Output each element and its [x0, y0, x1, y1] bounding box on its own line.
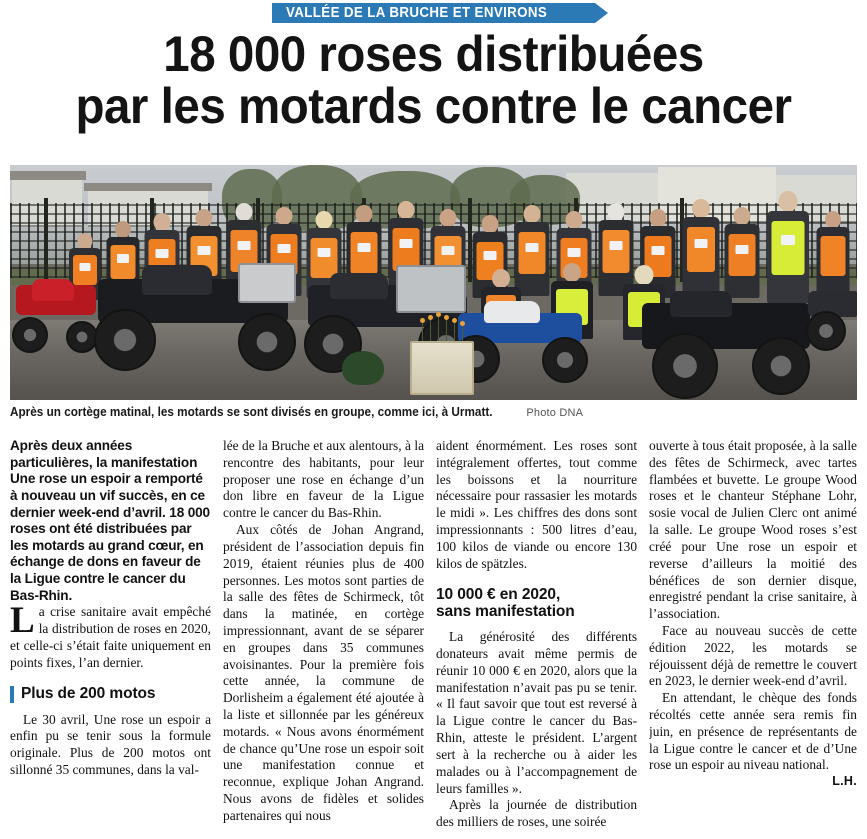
motorcycle [806, 279, 857, 355]
article-column-3 [436, 438, 637, 836]
article-paragraph: En attendant, le chèque des fonds récoltés cette année sera remis fin juin, en présence de représentants de la Ligue contre le cancer et de d’Une rose un espoir au niveau national. [649, 690, 857, 773]
article-paragraph: ouverte à tous était proposée, à la salle des fêtes de Schirmeck, avec tartes flambées et buvette. Le groupe Wood roses et le chanteur Stéphane Lohr, sosie vocal de Julien Clerc ont animé la salle. Le groupe Wood roses s’est créé pour Une rose un espoir et reverse d’ailleurs la moitié des bénéfices de son dernier disque, enregistré pendant la crise sanitaire, à l’association. [649, 438, 857, 622]
photo-fence-post [44, 198, 48, 283]
subheading-label: Plus de 200 motos [21, 684, 156, 702]
page-title [0, 26, 867, 134]
rubric-banner [272, 3, 596, 23]
rubric-label: VALLÉE DE LA BRUCHE ET ENVIRONS [285, 5, 547, 21]
motorcycle [88, 257, 318, 379]
subheading-label-line-1: 10 000 € en 2020, [436, 585, 561, 603]
rubric-banner-wrap [0, 0, 867, 23]
article-paragraph: Aux côtés de Johan Angrand, président de l’association depuis fin 2019, étaient réunies plus de 400 personnes. Les motos sont parties de la salle des fêtes de Schirmeck, tôt dans la matinée, en cortège impressionnant, avant de se séparer en groupes dans 35 communes avoisinantes. Pour la première fois cette année, la commune de Dorlisheim a également été ajoutée à la liste et sillonnée par les généreux motards. « Nous avons énormément de chance qu’Une rose un espoir soit une manifestation connue et reconnue, explique Johan Angrand. Nous avons de fidèles et solides partenaires qui nous [223, 522, 425, 823]
photo-roof [84, 183, 212, 191]
caption-text: Après un cortège matinal, les motards se sont divisés en groupe, comme ici, à Urmatt. [10, 405, 493, 419]
article-paragraph: Après la journée de distribution des milliers de roses, une soirée [436, 797, 638, 830]
subheading-plus-de-200-motos [10, 685, 211, 703]
photo-roof [10, 171, 86, 180]
photo-caption [10, 405, 857, 421]
rose-bouquet [414, 315, 474, 343]
article-paragraph: La générosité des différents donateurs avait même permis de réunir 10 000 € en 2020, alors que la manifestation n’avait pas pu se tenir. « Il faut savoir que tout est reversé à la Ligue contre le cancer du Bas-Rhin, atteste le président. L’argent sert à la recherche ou à aider les malades ou à l’accompagnement de leurs familles ». [436, 629, 638, 796]
paragraph-text: a crise sanitaire avait empêché la distribution de roses en 2020, et celle-ci s’était faite uniquement en points fixes, l’an dernier. [10, 604, 212, 670]
article-body [10, 438, 857, 836]
article-column-2 [223, 438, 424, 836]
photo-illustration [10, 165, 857, 400]
motorcycle-trike [630, 285, 830, 397]
article-byline: L.H. [832, 774, 857, 789]
article-paragraph: lée de la Bruche et aux alentours, à la rencontre des habitants, pour leur proposer une rose en échange d’un don libre en faveur de la Ligue contre le cancer du Bas-Rhin. [223, 438, 425, 521]
article-paragraph [10, 600, 212, 671]
article-paragraph: Face au nouveau succès de cette édition 2022, les motards se réjouissent déjà de remettre le couvert en 2023, le dernier week-end d’avril. [649, 622, 857, 689]
headline-line-2: par les motards contre le cancer [75, 77, 792, 134]
drop-cap: L [10, 600, 35, 642]
article-paragraph: aident énormément. Les roses sont intégralement offertes, tout comme les boissons et la nourriture nécessaire pour rassasier les motards le midi ». Les chiffres des dons sont impressionnants : 500 litres d’eau, 100 kilos de viande ou encore 130 kilos de spätzles. [436, 438, 638, 571]
article-column-4 [649, 438, 857, 836]
subheading-label-line-2: sans manifestation [436, 602, 575, 620]
photo-credit: Photo DNA [526, 407, 584, 419]
subheading-10000-euros [436, 586, 637, 621]
headline-line-1: 18 000 roses distribuées [163, 26, 704, 82]
article-paragraph: Le 30 avril, Une rose un espoir a enfin pu se tenir sous la formule originale. Plus de 200 motos ont sillonné 35 communes, dans la val- [10, 711, 212, 778]
article-column-1 [10, 438, 211, 836]
subheading-bar-icon [10, 686, 14, 703]
flower-planter [410, 341, 474, 395]
article-photo [10, 165, 857, 400]
article-chapeau: Après deux années particulières, la manifestation Une rose un espoir a remporté à nouveau un vif succès, en ce dernier week-end d’avril. 18 000 roses ont été distribuées par les motards au grand cœur, en échange de dons en faveur de la Ligue contre le cancer du Bas-Rhin. [10, 438, 210, 603]
helmet [342, 351, 384, 385]
